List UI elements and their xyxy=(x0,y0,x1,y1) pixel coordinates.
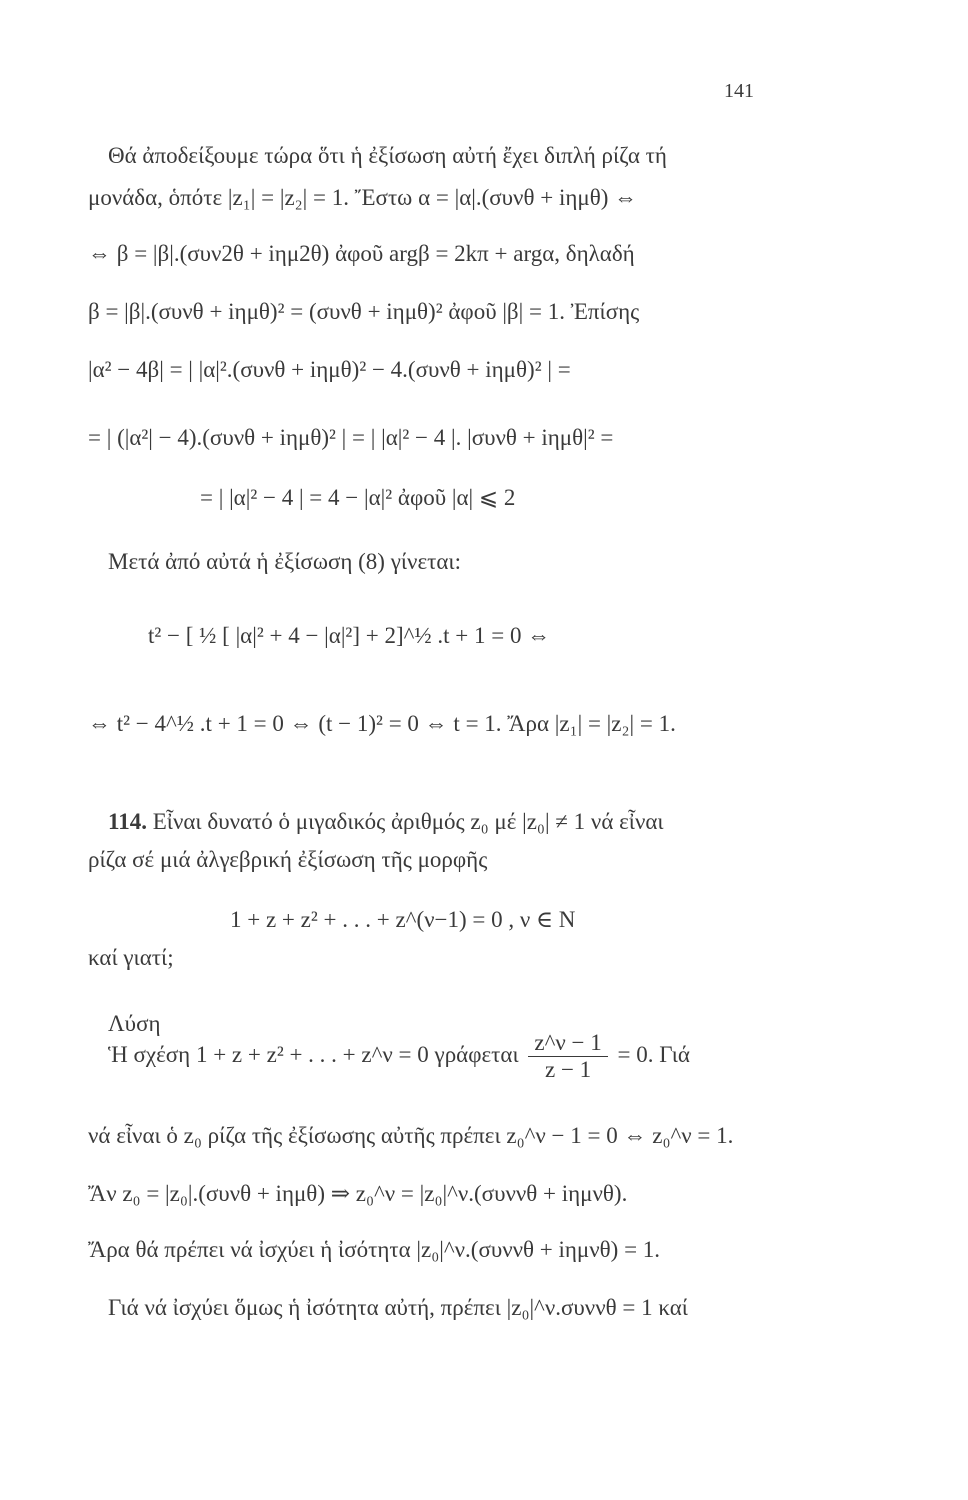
text-line-3: ⇔ β = |β|.(συν2θ + iημ2θ) ἀφοῦ argβ = 2kπ + argα, δηλαδή xyxy=(88,241,635,266)
problem-number: 114. xyxy=(108,809,147,834)
relation-line xyxy=(108,1030,690,1083)
text-line-8: Μετά ἀπό αὐτά ἡ ἐξίσωση (8) γίνεται: xyxy=(108,549,461,574)
fraction-denominator: z − 1 xyxy=(544,1057,592,1082)
text-line-4: β = |β|.(συνθ + iημθ)² = (συνθ + iημθ)² ἀφοῦ |β| = 1. Ἐπίσης xyxy=(88,299,640,324)
text-line-16: Ἄν z₀ = |z₀|.(συνθ + iημθ) ⇒ z₀^ν = |z₀|^ν.(συννθ + iημνθ). xyxy=(88,1181,628,1206)
page-number: 141 xyxy=(724,80,754,102)
text-line-15: νά εἶναι ὁ z₀ ρίζα τῆς ἐξίσωσης αὐτῆς πρέπει z₀^ν − 1 = 0 ⇔ z₀^ν = 1. xyxy=(88,1123,734,1148)
text-line-5: |α² − 4β| = | |α|².(συνθ + iημθ)² − 4.(συνθ + iημθ)² | = xyxy=(88,357,571,382)
relation-after: = 0. Γιά xyxy=(617,1041,690,1067)
text-line-1: Θά ἀποδείξουμε τώρα ὅτι ἡ ἐξίσωση αὐτή ἔχει διπλή ρίζα τή xyxy=(108,143,667,168)
text-line-7: = | |α|² − 4 | = 4 − |α|² ἀφοῦ |α| ⩽ 2 xyxy=(200,485,516,510)
text-line-11: ρίζα σέ μιά ἀλγεβρική ἐξίσωση τῆς μορφῆς xyxy=(88,847,488,872)
text-line-13: καί γιατί; xyxy=(88,945,174,970)
fraction-numerator: z^ν − 1 xyxy=(528,1030,607,1057)
equation-t: t² − [ ½ [ |α|² + 4 − |α|²] + 2]^½ .t + 1 = 0 ⇔ xyxy=(148,623,551,648)
text-line-6: = | (|α²| − 4).(συνθ + iημθ)² | = | |α|² − 4 |. |συνθ + iημθ|² = xyxy=(88,425,614,450)
text-line-18: Γιά νά ἰσχύει ὅμως ἡ ἰσότητα αὐτή, πρέπει |z₀|^ν.συννθ = 1 καί xyxy=(108,1295,688,1320)
solution-heading: Λύση xyxy=(108,1011,161,1036)
fraction xyxy=(528,1030,607,1083)
equation-result: ⇔ t² − 4^½ .t + 1 = 0 ⇔ (t − 1)² = 0 ⇔ t = 1. Ἄρα |z₁| = |z₂| = 1. xyxy=(88,711,676,736)
text-line-2: μονάδα, ὁπότε |z₁| = |z₂| = 1. Ἔστω α = |α|.(συνθ + iημθ) ⇔ xyxy=(88,185,638,210)
problem-text: Εἶναι δυνατό ὁ μιγαδικός ἀριθμός z₀ μέ |z₀| ≠ 1 νά εἶναι xyxy=(152,809,664,834)
text-line-17: Ἄρα θά πρέπει νά ἰσχύει ἡ ἰσότητα |z₀|^ν.(συννθ + iημνθ) = 1. xyxy=(88,1237,661,1262)
relation-before: Ἡ σχέση 1 + z + z² + . . . + z^ν = 0 γράφεται xyxy=(108,1041,519,1067)
problem-line xyxy=(108,808,664,836)
equation-polynomial: 1 + z + z² + . . . + z^(ν−1) = 0 , ν ∈ N xyxy=(230,907,576,932)
